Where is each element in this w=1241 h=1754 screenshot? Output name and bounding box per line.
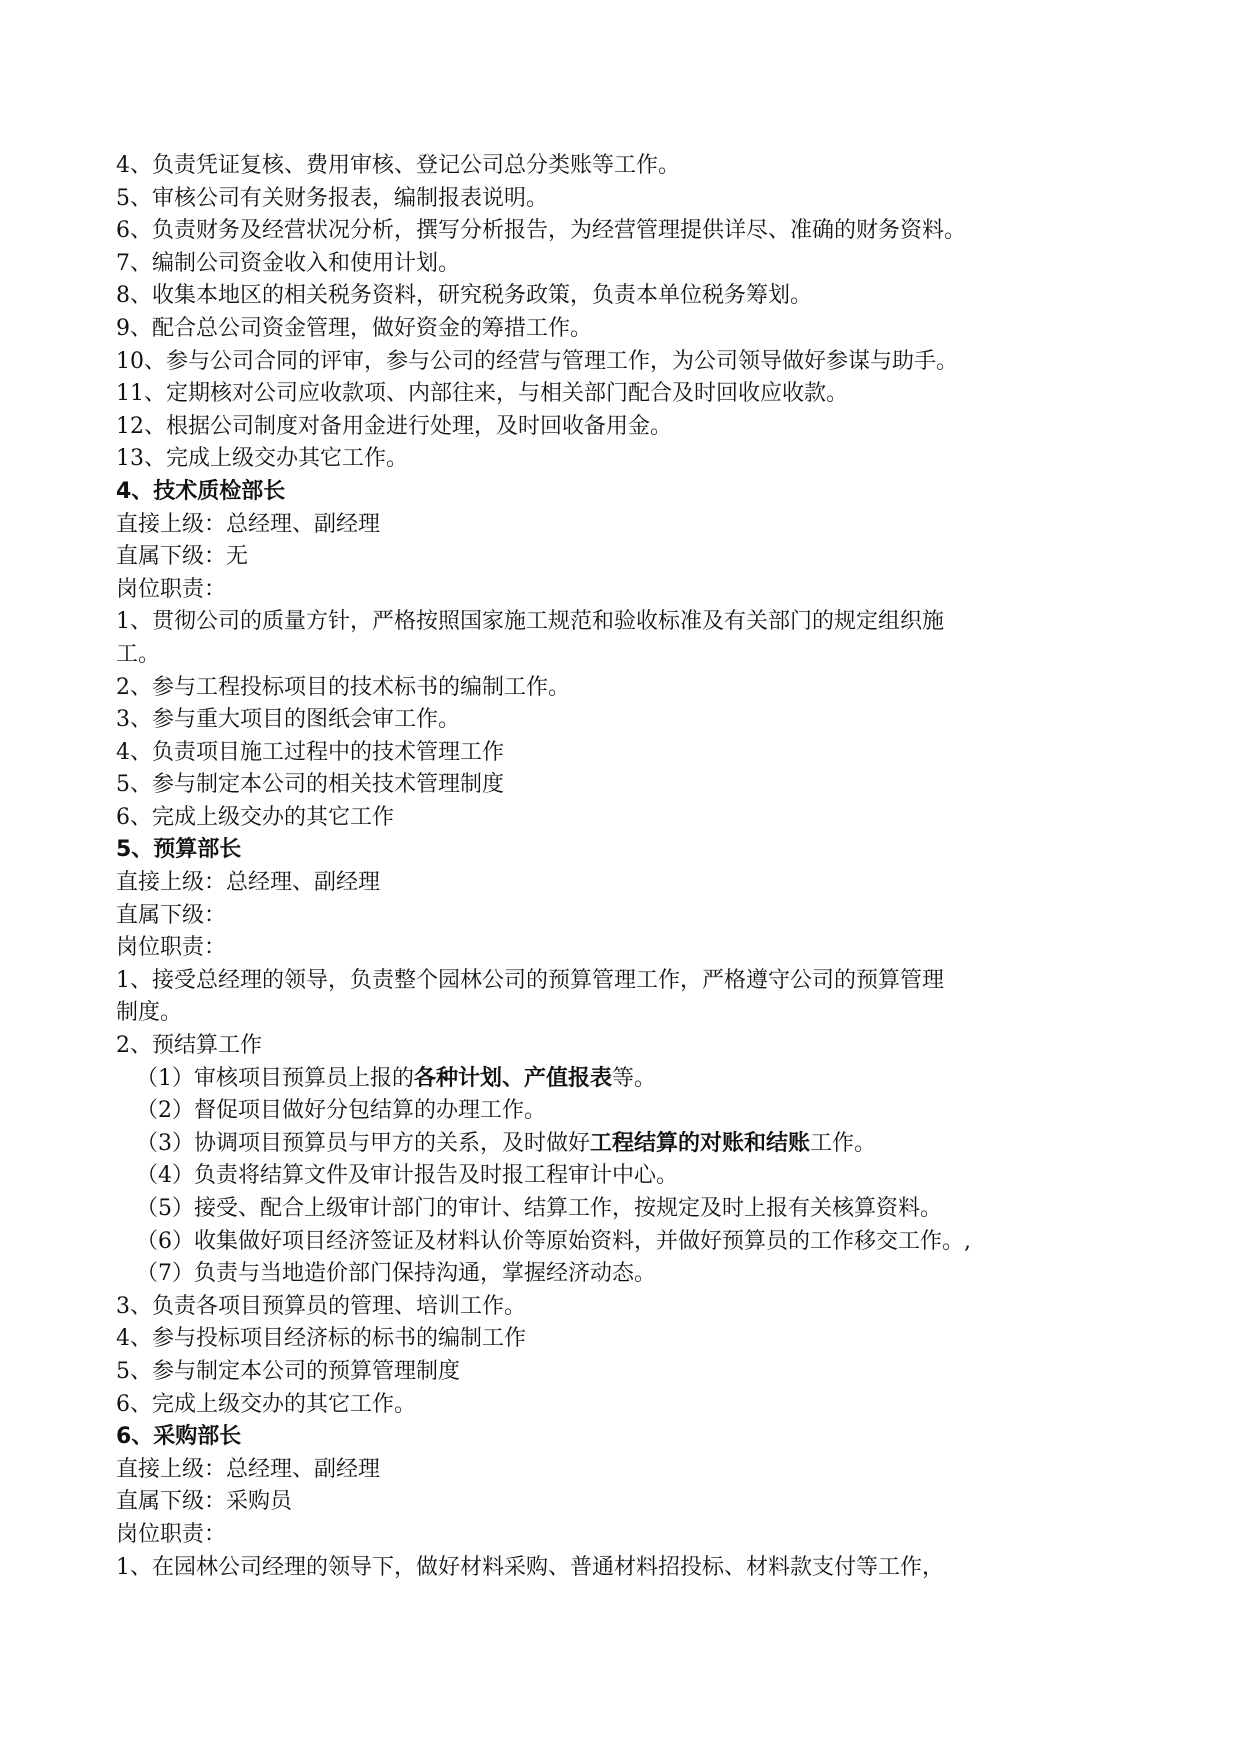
finance-item-13: 13、完成上级交办其它工作。 — [116, 446, 408, 472]
tech-item-1a: 1、贯彻公司的质量方针，严格按照国家施工规范和验收标准及有关部门的规定组织施 — [116, 609, 944, 635]
tech-item-4: 4、负责项目施工过程中的技术管理工作 — [116, 739, 504, 765]
budget-sub-1-post: 等。 — [612, 1065, 657, 1091]
budget-sub-3-post: 工作。 — [810, 1130, 877, 1156]
tech-item-6: 6、完成上级交办的其它工作 — [116, 804, 394, 830]
budget-item-4: 4、参与投标项目经济标的标书的编制工作 — [116, 1326, 526, 1352]
tech-superior: 直接上级：总经理、副经理 — [116, 511, 381, 537]
purchase-section-title: 6、采购部长 — [116, 1424, 242, 1450]
budget-item-6: 6、完成上级交办的其它工作。 — [116, 1391, 416, 1417]
finance-item-8: 8、收集本地区的相关税务资料，研究税务政策，负责本单位税务筹划。 — [116, 283, 812, 309]
budget-item-5: 5、参与制定本公司的预算管理制度 — [116, 1358, 460, 1384]
tech-item-3: 3、参与重大项目的图纸会审工作。 — [116, 707, 460, 733]
budget-sub-6: （6）收集做好项目经济签证及材料认价等原始资料，并做好预算员的工作移交工作。, — [136, 1228, 971, 1254]
budget-item-2: 2、预结算工作 — [116, 1033, 262, 1059]
budget-sub-4: （4）负责将结算文件及审计报告及时报工程审计中心。 — [136, 1163, 678, 1189]
purchase-duties-label: 岗位职责： — [116, 1521, 227, 1547]
tech-subordinate: 直属下级：无 — [116, 544, 249, 570]
budget-item-1b: 制度。 — [116, 1000, 183, 1026]
budget-sub-3-pre: （3）协调项目预算员与甲方的关系，及时做好 — [136, 1130, 590, 1156]
budget-sub-1 — [116, 1063, 1126, 1096]
budget-sub-3-bold: 工程结算的对账和结账 — [590, 1130, 811, 1156]
budget-superior: 直接上级：总经理、副经理 — [116, 870, 381, 896]
finance-item-5: 5、审核公司有关财务报表，编制报表说明。 — [116, 185, 548, 211]
purchase-item-1: 1、在园林公司经理的领导下，做好材料采购、普通材料招投标、材料款支付等工作， — [116, 1554, 944, 1580]
tech-section-title: 4、技术质检部长 — [116, 478, 286, 504]
budget-sub-7: （7）负责与当地造价部门保持沟通，掌握经济动态。 — [136, 1261, 656, 1287]
budget-sub-1-pre: （1）审核项目预算员上报的 — [136, 1065, 414, 1091]
finance-item-4: 4、负责凭证复核、费用审核、登记公司总分类账等工作。 — [116, 153, 680, 178]
tech-item-2: 2、参与工程投标项目的技术标书的编制工作。 — [116, 674, 570, 700]
budget-section-title: 5、预算部长 — [116, 837, 242, 863]
finance-item-9: 9、配合总公司资金管理，做好资金的筹措工作。 — [116, 315, 592, 341]
document-page — [116, 150, 1126, 1584]
budget-sub-5: （5）接受、配合上级审计部门的审计、结算工作，按规定及时上报有关核算资料。 — [136, 1196, 942, 1221]
budget-item-1a: 1、接受总经理的领导，负责整个园林公司的预算管理工作，严格遵守公司的预算管理 — [116, 967, 944, 993]
budget-sub-2: （2）督促项目做好分包结算的办理工作。 — [136, 1098, 546, 1124]
tech-item-5: 5、参与制定本公司的相关技术管理制度 — [116, 772, 504, 798]
budget-sub-1-bold: 各种计划、产值报表 — [414, 1065, 613, 1091]
finance-item-12: 12、根据公司制度对备用金进行处理，及时回收备用金。 — [116, 413, 672, 439]
budget-duties-label: 岗位职责： — [116, 935, 227, 961]
purchase-superior: 直接上级：总经理、副经理 — [116, 1456, 381, 1482]
budget-sub-3 — [116, 1128, 1126, 1161]
budget-item-3: 3、负责各项目预算员的管理、培训工作。 — [116, 1293, 526, 1319]
purchase-subordinate: 直属下级：采购员 — [116, 1489, 293, 1515]
finance-item-7: 7、编制公司资金收入和使用计划。 — [116, 250, 460, 276]
finance-item-10: 10、参与公司合同的评审，参与公司的经营与管理工作，为公司领导做好参谋与助手。 — [116, 348, 958, 374]
tech-duties-label: 岗位职责： — [116, 576, 227, 602]
budget-subordinate: 直属下级： — [116, 902, 227, 928]
finance-item-11: 11、定期核对公司应收款项、内部往来，与相关部门配合及时回收应收款。 — [116, 381, 848, 407]
tech-item-1b: 工。 — [116, 641, 161, 667]
finance-item-6: 6、负责财务及经营状况分析，撰写分析报告，为经营管理提供详尽、准确的财务资料。 — [116, 218, 966, 244]
